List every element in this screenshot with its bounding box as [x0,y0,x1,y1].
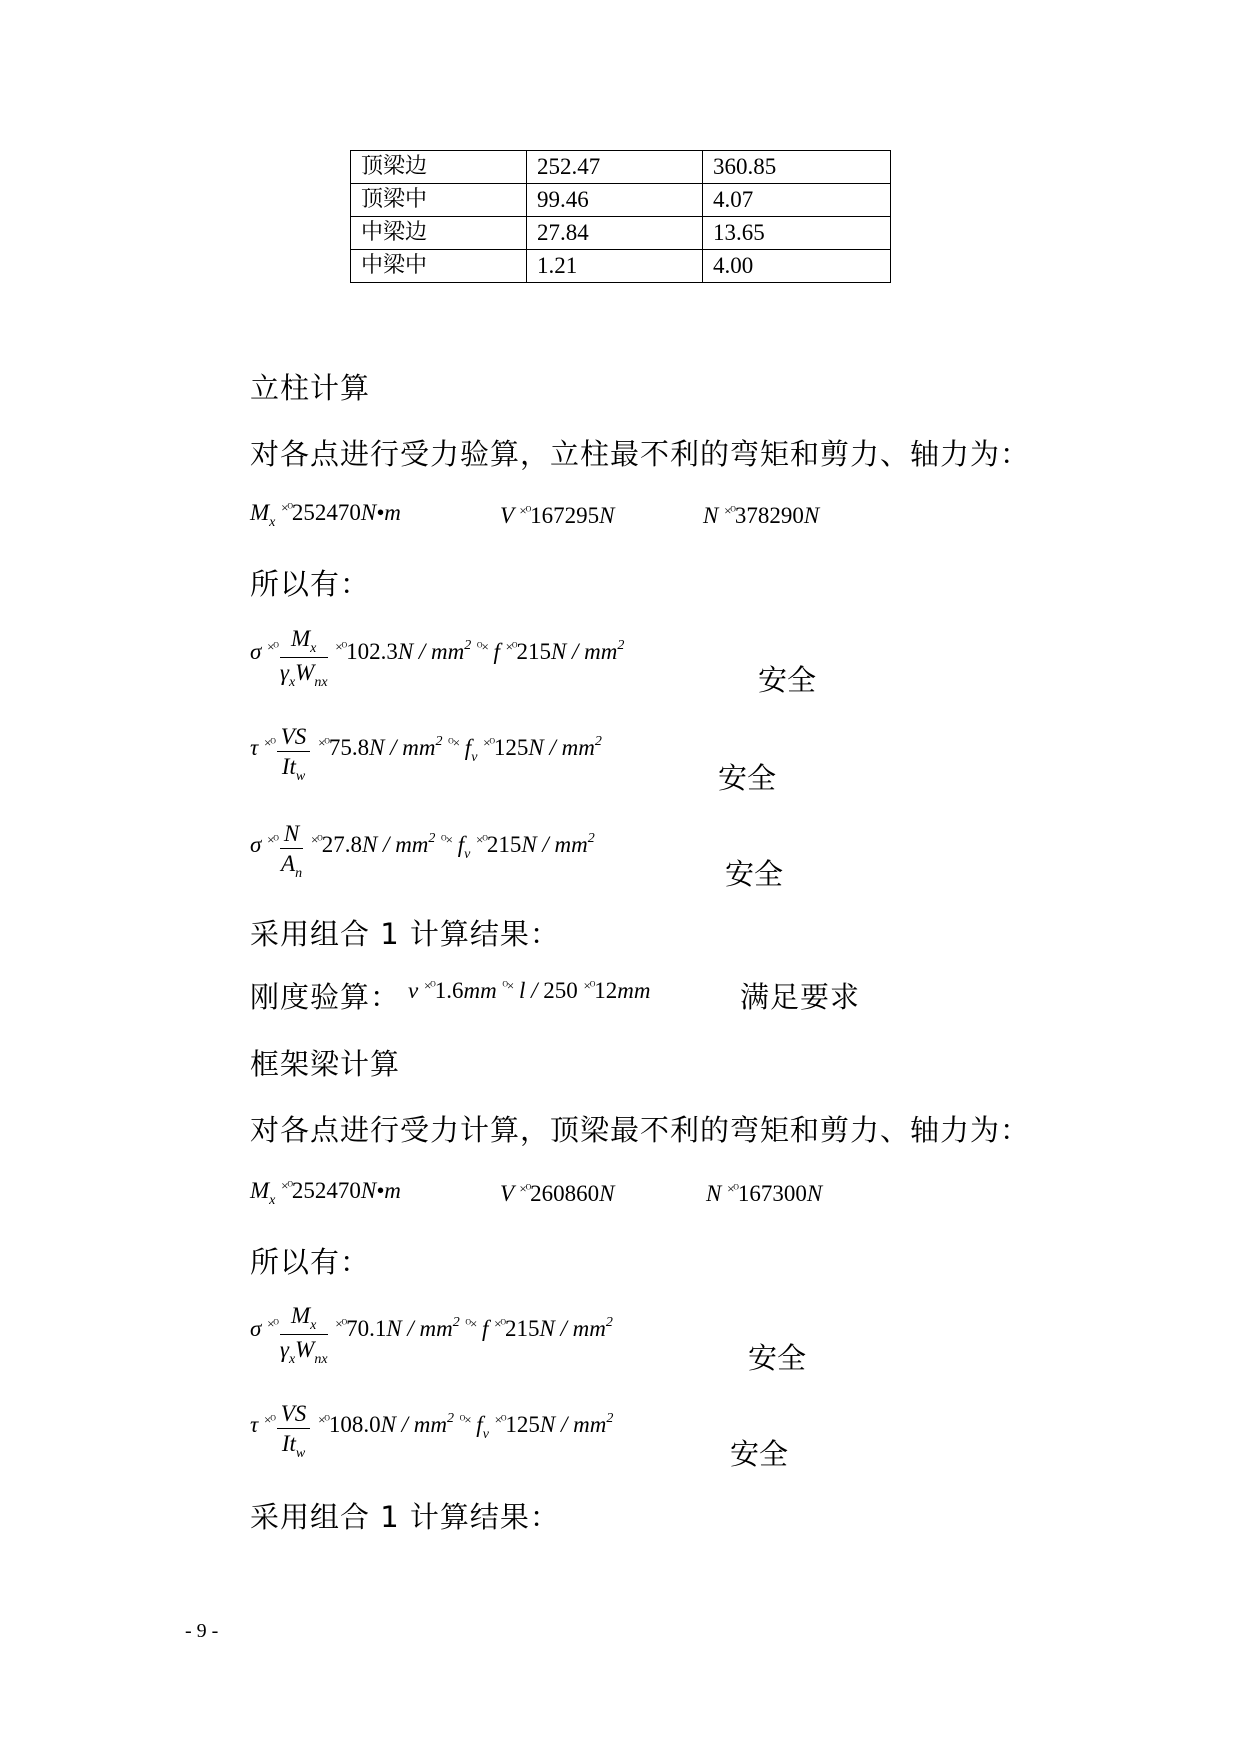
table-cell: 顶梁边 [351,151,527,184]
beam-mx-formula: $M_x$ $^{\times ᴼ}$252470N•m [250,1178,401,1208]
column-safe-2: 安全 [718,761,777,795]
beam-v-formula: V $^{\times ᴼ}$260860N [500,1181,615,1206]
column-safe-1: 安全 [758,663,817,697]
table-cell: 1.21 [527,250,703,283]
column-stiffness-label: 刚度验算： [250,980,401,1014]
table-cell: 顶梁中 [351,184,527,217]
column-therefore: 所以有： [250,567,371,601]
column-sigma-bending-formula: σ $^{\times ᴼ}$ $\frac{M_x}{\gamma_xW_{nx}}$ $^{\times ᴼ}102.3N / mm^2$ $^{ᴼ\times}$ f $^{\times ᴼ}215N / mm^2$ [250,626,625,690]
table-cell: 360.85 [703,151,891,184]
table-cell: 中梁边 [351,217,527,250]
table-cell: 中梁中 [351,250,527,283]
column-n-formula: N $^{\times ᴼ}$378290N [703,503,820,528]
column-mx-formula: $M_x$ $^{\times ᴼ}$252470N•m [250,500,401,530]
beam-tau-formula: τ $^{\times ᴼ}$ $\frac{VS}{It_w}$ $^{\times ᴼ}108.0N / mm^2$ $^{ᴼ\times}$ $f_v$ $^{\times ᴼ}125N / mm^2$ [250,1401,614,1461]
column-intro: 对各点进行受力验算，立柱最不利的弯矩和剪力、轴力为： [250,437,1031,471]
beam-combo: 采用组合 1 计算结果： [250,1500,560,1534]
column-stiffness-ok: 满足要求 [740,980,861,1014]
page-number: - 9 - [185,1620,219,1642]
column-stiffness-formula: v $^{\times ᴼ}$1.6mm $^{ᴼ\times}$ l / 250 $^{\times ᴼ}$12mm [408,978,651,1003]
column-sigma-axial-formula: σ $^{\times ᴼ}$ $\frac{N}{A_n}$ $^{\times ᴼ}27.8N / mm^2$ $^{ᴼ\times}$ $f_v$ $^{\times ᴼ}215N / mm^2$ [250,821,595,881]
table-cell: 99.46 [527,184,703,217]
beam-n-formula: N $^{\times ᴼ}$167300N [706,1181,823,1206]
column-heading: 立柱计算 [250,371,371,405]
results-table [350,150,891,283]
beam-heading: 框架梁计算 [250,1047,401,1081]
table-row [351,184,891,217]
beam-safe-2: 安全 [730,1437,789,1471]
column-safe-3: 安全 [725,857,784,891]
beam-therefore: 所以有： [250,1245,371,1279]
table-cell: 4.07 [703,184,891,217]
column-tau-formula: τ $^{\times ᴼ}$ $\frac{VS}{It_w}$ $^{\times ᴼ}75.8N / mm^2$ $^{ᴼ\times}$ $f_v$ $^{\times ᴼ}125N / mm^2$ [250,724,602,784]
beam-intro: 对各点进行受力计算，顶梁最不利的弯矩和剪力、轴力为： [250,1113,1031,1147]
table-cell: 4.00 [703,250,891,283]
table-row [351,151,891,184]
table-row [351,217,891,250]
table-cell: 27.84 [527,217,703,250]
column-v-formula: V $^{\times ᴼ}$167295N [500,503,615,528]
table-cell: 252.47 [527,151,703,184]
column-combo: 采用组合 1 计算结果： [250,917,560,951]
table-cell: 13.65 [703,217,891,250]
beam-safe-1: 安全 [748,1341,807,1375]
beam-sigma-formula: σ $^{\times ᴼ}$ $\frac{M_x}{\gamma_xW_{nx}}$ $^{\times ᴼ}70.1N / mm^2$ $^{ᴼ\times}$ f $^{\times ᴼ}215N / mm^2$ [250,1303,613,1367]
table-row [351,250,891,283]
